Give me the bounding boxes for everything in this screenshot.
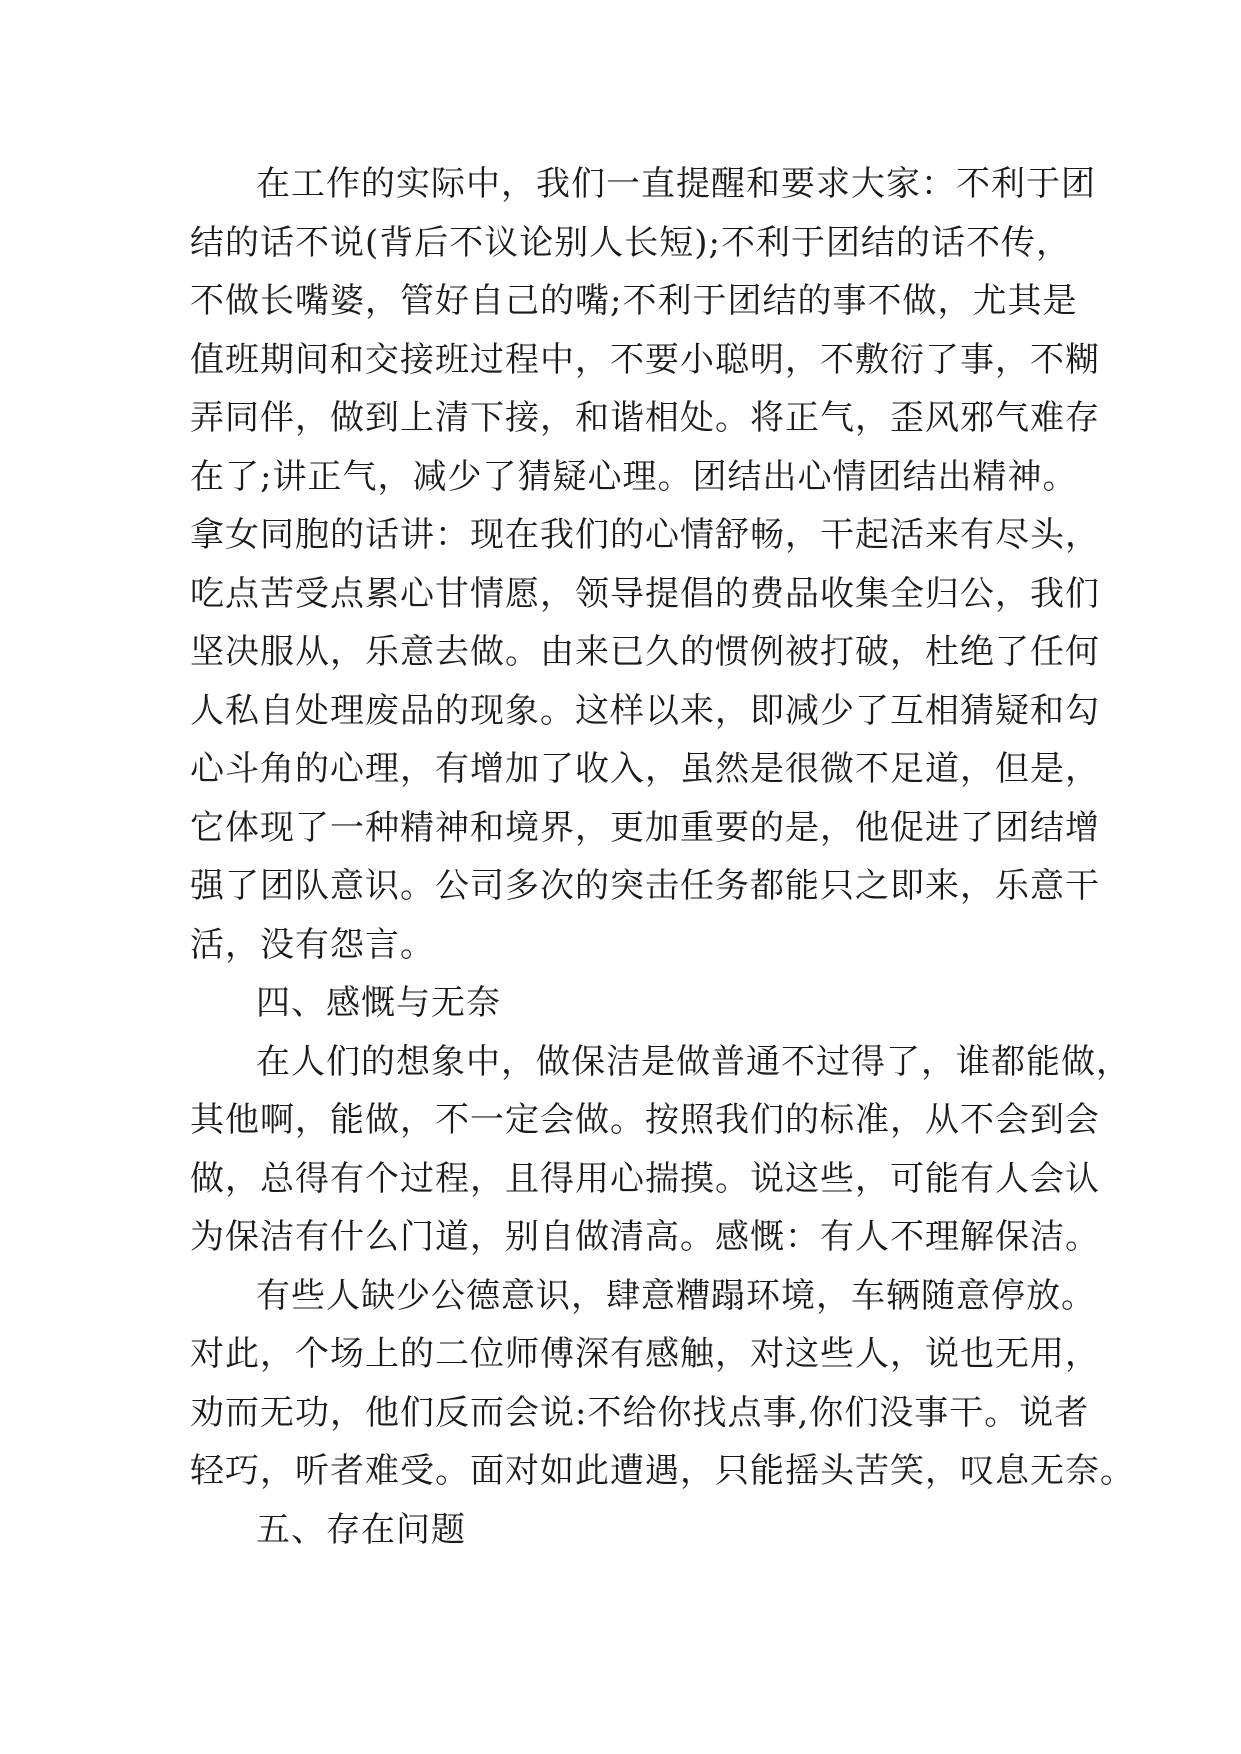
paragraph-line: 做，总得有个过程，且得用心揣摸。说这些，可能有人会认 [190, 1158, 1100, 1199]
paragraph-line: 强了团队意识。公司多次的突击任务都能只之即来，乐意干 [190, 866, 1100, 906]
paragraph-line: 在了;讲正气，减少了猜疑心理。团结出心情团结出精神。 [190, 456, 1078, 497]
document-body [190, 155, 1135, 1559]
section-heading: 五、存在问题 [256, 1509, 466, 1550]
section-heading: 四、感慨与无奈 [256, 983, 501, 1023]
paragraph-line: 有些人缺少公德意识，肆意糟蹋环境，车辆随意停放。 [256, 1275, 1096, 1316]
paragraph-line: 为保洁有什么门道，别自做清高。感慨：有人不理解保洁。 [190, 1217, 1100, 1257]
paragraph-line: 在工作的实际中，我们一直提醒和要求大家：不利于团 [256, 164, 1096, 204]
paragraph-line: 心斗角的心理，有增加了收入，虽然是很微不足道，但是， [190, 749, 1100, 789]
paragraph-line: 值班期间和交接班过程中，不要小聪明，不敷衍了事，不糊 [190, 339, 1100, 380]
paragraph-line: 拿女同胞的话讲：现在我们的心情舒畅，干起活来有尽头， [190, 515, 1100, 555]
paragraph-line: 在人们的想象中，做保洁是做普通不过得了，谁都能做， [256, 1041, 1131, 1082]
paragraph-line: 不做长嘴婆，管好自己的嘴;不利于团结的事不做，尤其是 [190, 281, 1078, 321]
paragraph-line: 其他啊，能做，不一定会做。按照我们的标准，从不会到会 [190, 1100, 1100, 1140]
paragraph-line: 坚决服从，乐意去做。由来已久的惯例被打破，杜绝了任何 [190, 632, 1100, 672]
paragraph-line: 结的话不说(背后不议论别人长短);不利于团结的话不传， [190, 222, 1071, 263]
paragraph-line: 弄同伴，做到上清下接，和谐相处。将正气，歪风邪气难存 [190, 398, 1100, 438]
paragraph-line: 活，没有怨言。 [190, 924, 435, 965]
paragraph-line: 轻巧，听者难受。面对如此遭遇，只能摇头苦笑，叹息无奈。 [190, 1451, 1135, 1491]
paragraph-line: 它体现了一种精神和境界，更加重要的是，他促进了团结增 [190, 807, 1100, 848]
paragraph-line: 对此，个场上的二位师傅深有感触，对这些人，说也无用， [190, 1334, 1100, 1374]
paragraph-line: 人私自处理废品的现象。这样以来，即减少了互相猜疑和勾 [190, 690, 1100, 731]
paragraph-line: 吃点苦受点累心甘情愿，领导提倡的费品收集全归公，我们 [190, 573, 1100, 614]
paragraph-line: 劝而无功，他们反而会说:不给你找点事,你们没事干。说者 [190, 1392, 1090, 1433]
